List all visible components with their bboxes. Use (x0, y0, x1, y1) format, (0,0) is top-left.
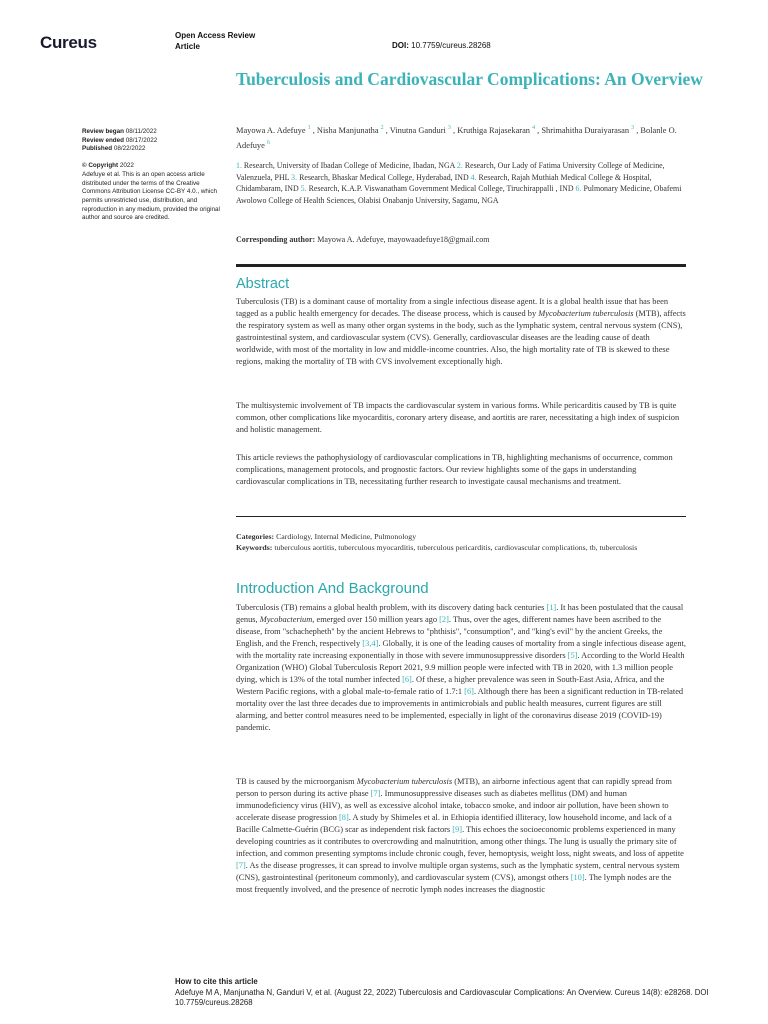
intro-paragraph-2 (236, 776, 686, 896)
reference-link[interactable]: [9] (452, 825, 463, 834)
published-date: 08/22/2022 (113, 145, 146, 153)
text-run: . Globally, it is one of the leading causes of mortality from a single infectious disease agent, with the mortality rate increasing exponentially in those with severe immunosuppressive disorders (236, 639, 686, 660)
author-affil-ref[interactable]: 1 (307, 125, 311, 131)
affil-number: 6. (575, 184, 582, 193)
author-list: Mayowa A. Adefuye $^1$ , Nisha Manjunatha $^2$ , Vinutna Ganduri $^3$ , Kruthiga Rajasekaran $^4$ , Shrimahitha Duraiyarasan $^3$ , Bolanle O. Adefuye $^6$ (236, 125, 677, 150)
abstract-text: Tuberculosis (TB) is a dominant cause of mortality from a single infectious disease agent. It is a global health issue that has been tagged as a public health emergency for decades. The disease process, which is caused by (236, 297, 669, 318)
abstract-italic: Mycobacterium tuberculosis (538, 309, 634, 318)
affil-number: 4. (470, 172, 477, 182)
text-run: . A study by Shimeles et al. in Ethiopia identified illiteracy, low household income, and lack of a Bacille Calmette-Guérin (BCG) scar as independent risk factors (236, 813, 672, 834)
author-name[interactable]: Bolanle O. Adefuye (236, 125, 677, 150)
review-ended (82, 137, 220, 146)
keywords-label: Keywords: (236, 543, 273, 552)
affil-text: Research, University of Ibadan College of Medicine, Ibadan, NGA (243, 161, 455, 170)
copyright-year: 2022 (119, 162, 134, 170)
intro-heading: Introduction And Background (236, 580, 429, 597)
affil-text: Research, Our Lady of Fatima University College of Medicine, Valenzuela, PHL (236, 161, 665, 182)
published-label: Published (82, 145, 113, 153)
affil-number: 2. (456, 161, 463, 170)
corresponding-label: Corresponding author: (236, 235, 316, 244)
article-title: Tuberculosis and Cardiovascular Complications: An Overview (236, 69, 703, 89)
section-divider (236, 516, 686, 517)
text-run: (MTB), an airborne infectious agent that can rapidly spread from person to person during its active phase (236, 777, 672, 798)
abstract-heading: Abstract (236, 276, 290, 292)
author-name[interactable]: Nisha Manjunatha (316, 125, 379, 135)
affil-text: Research, Bhaskar Medical College, Hyderabad, IND (299, 172, 469, 182)
journal-logo: Cureus (40, 33, 97, 52)
italic-term: Mycobacterium tuberculosis (356, 777, 453, 786)
author-affil-ref[interactable]: 2 (380, 125, 384, 131)
doi-value[interactable]: 10.7759/cureus.28268 (411, 41, 491, 50)
text-run: . Of these, a higher prevalence was seen in South-East Asia, Africa, and the Western Pacific regions, with a global male-to-female ratio of 1.7:1 (236, 675, 665, 696)
copyright-label: © Copyright (82, 162, 119, 170)
author-affil-ref[interactable]: 6 (266, 139, 270, 146)
doi-label: DOI: (392, 41, 409, 50)
text-run: . According to the World Health Organization (WHO) Global Tuberculosis Report 2021, 9.9 million people were infected with TB in 2020, with 1.3 million people dying, which is 13% of the total number infected (236, 651, 685, 684)
author-affil-ref[interactable]: 3 (631, 125, 635, 131)
affil-text: Research, Rajah Muthiah Medical College & Hospital, Chidambaram, IND (236, 172, 652, 193)
review-ended-label: Review ended (82, 136, 124, 144)
reference-link[interactable]: [3,4] (362, 639, 379, 648)
text-run: . Thus, over the ages, different names have been ascribed to the disease, from "schachepheth" by the ancient Hebrews to "phthisis", "consumption", and "king's evil" by the ancient Greeks, the English, and the French, respectively (236, 615, 663, 648)
license-text: Adefuye et al. This is an open access article distributed under the terms of the Creative Commons Attribution License CC-BY 4.0., which permits unrestricted use, distribution, and reproduction in any medium, provided the original author and source are credited. (82, 170, 220, 222)
author-name[interactable]: Mayowa A. Adefuye (236, 125, 306, 135)
keywords-value: tuberculous aortitis, tuberculous myocarditis, tuberculous pericarditis, cardiovascular complications, tb, tuberculosis (274, 543, 638, 552)
copyright (82, 162, 220, 171)
doi (392, 41, 491, 50)
review-began (82, 128, 220, 137)
keywords (236, 542, 686, 553)
reference-link[interactable]: [6] (402, 675, 412, 684)
italic-term: Mycobacterium (259, 615, 313, 624)
article-type (175, 30, 255, 52)
categories-value: Cardiology, Internal Medicine, Pulmonology (276, 532, 417, 541)
sidebar-dates (82, 128, 220, 223)
text-run: . It has been postulated that the causal genus, (236, 603, 684, 624)
text-run: . The lymph nodes are the most frequently involved, and the presence of necrotic lymph nodes increases the diagnostic (236, 873, 672, 894)
reference-link[interactable]: [2] (439, 615, 449, 624)
corresponding-author (236, 235, 686, 244)
review-began-date: 08/11/2022 (125, 128, 157, 135)
text-run: . As the disease progresses, it can spread to involve multiple organ systems, such as the lymphatic system, central nervous system (CNS), gastrointestinal (peritoneum commonly), and cardiovascular system (CVS), amongst others (236, 861, 680, 882)
author-affil-ref[interactable]: 3 (447, 125, 451, 131)
author-name[interactable]: Kruthiga Rajasekaran (457, 125, 530, 135)
review-ended-date: 08/17/2022 (125, 136, 158, 144)
categories (236, 531, 686, 542)
abstract-paragraph-3: This article reviews the pathophysiology of cardiovascular complications in TB, highlighting mechanisms of occurrence, common complications, management protocols, and prognostic factors. Our review highlights some of the gaps in understanding cardiovascular complications in TB, necessitating further research to investigate causal mechanisms and treatment. (236, 453, 673, 486)
intro-paragraph-1 (236, 602, 686, 734)
reference-link[interactable]: [1] (546, 603, 557, 612)
text-run: , emerged over 150 million years ago (312, 615, 440, 624)
abstract-text: (MTB), affects the respiratory system as well as many other organ systems in the body, such as the lymphatic system, central nervous system (CNS), gastrointestinal system, and cardiovascular system (CVS). Generally, cardiovascular diseases are the leading cause of death worldwide, with most of the mortality in low and middle-income countries. Also, the high mortality rate of TB is skewed to these regions, making the mortality of TB with CVS involvement exceptionally high. (236, 309, 686, 366)
text-run: . Although there has been a significant reduction in TB-related mortality over the last three decades due to improvements in antimicrobials and public health measures, current figures are still alarming, and better control measures need to be implemented, especially in light of the coronavirus disease 2019 (COVID-19) pandemic. (236, 687, 684, 732)
review-began-label: Review began (82, 128, 124, 135)
article-type-line2: Article (175, 42, 200, 51)
reference-link[interactable]: [6] (464, 687, 474, 696)
abstract-paragraph-1 (236, 296, 686, 368)
reference-link[interactable]: [7] (370, 789, 381, 798)
citation-text: Adefuye M A, Manjunatha N, Ganduri V, et al. (August 22, 2022) Tuberculosis and Cardiovascular Complications: An Overview. Cureus 14(8): e28268. DOI 10.7759/cureus.28268 (175, 987, 709, 1007)
published (82, 145, 220, 154)
affil-number: 5. (300, 184, 307, 193)
affil-text: Research, K.A.P. Viswanatham Government Medical College, Tiruchirappalli , IND (308, 184, 574, 193)
reference-link[interactable]: [8] (339, 813, 349, 822)
reference-link[interactable]: [5] (567, 651, 578, 660)
reference-link[interactable]: [7] (236, 861, 246, 870)
categories-label: Categories: (236, 532, 275, 541)
affil-number: 3. (291, 172, 298, 182)
author-name[interactable]: Vinutna Ganduri (389, 125, 446, 135)
text-run: TB is caused by the microorganism (236, 777, 357, 786)
citation-label: How to cite this article (175, 977, 258, 986)
article-type-line1: Open Access Review (175, 31, 256, 40)
affil-number: 1. (236, 161, 242, 170)
text-run: . This echoes the socioeconomic problems experienced in many developing countries as it contributes to overcrowding and malnutrition, among other things. The lung is usually the primary site of infection, and common presenting symptoms include chronic cough, fever, hemoptysis, weight loss, night sweats, and loss of appetite (236, 825, 684, 858)
author-affil-ref[interactable]: 4 (532, 125, 536, 131)
abstract-paragraph-2: The multisystemic involvement of TB impacts the cardiovascular system in various forms. While pericarditis caused by TB is quite common, other complications like myocarditis, coronary artery disease, and aortitis are rarer, necessitating a high index of suspicion and holistic management. (236, 401, 680, 434)
text-run: Tuberculosis (TB) remains a global health problem, with its discovery dating back centuries (236, 603, 547, 612)
corresponding-value[interactable]: Mayowa A. Adefuye, mayowaadefuye18@gmail.com (317, 235, 490, 244)
author-name[interactable]: Shrimahitha Duraiyarasan (541, 125, 630, 135)
affiliations (236, 160, 688, 206)
citation-block (175, 977, 735, 1009)
reference-link[interactable]: [10] (570, 873, 585, 882)
section-divider (236, 264, 686, 267)
affil-text: Pulmonary Medicine, Obafemi Awolowo College of Health Sciences, Olabisi Onabanjo University, Sagamu, NGA (236, 184, 682, 205)
text-run: . Immunosuppressive diseases such as diabetes mellitus (DM) and human immunodeficiency virus (HIV), as well as excessive alcohol intake, tobacco smoke, and indoor air pollution, have been shown to accelerate disease progression (236, 789, 669, 822)
